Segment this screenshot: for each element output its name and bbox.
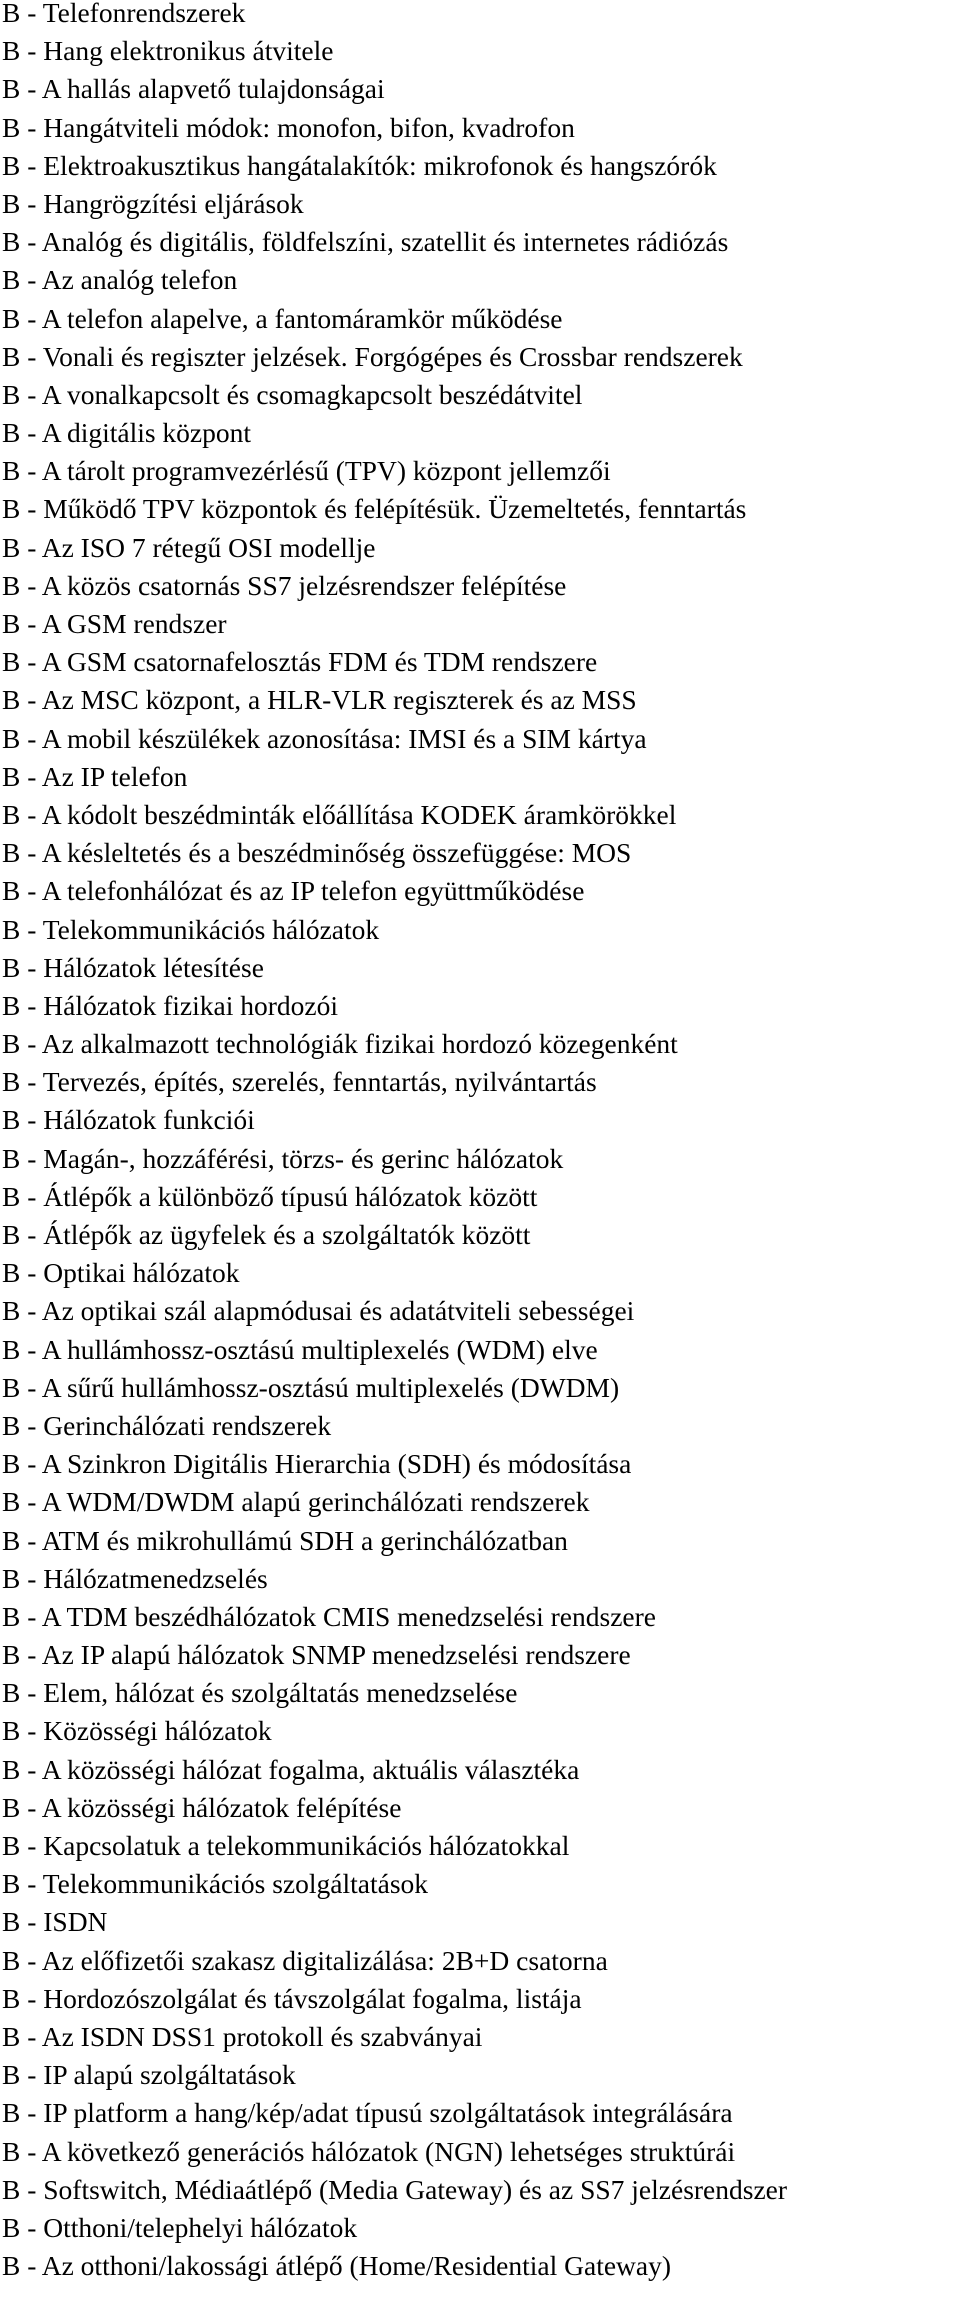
- list-item: B - Hálózatok létesítése: [2, 951, 264, 983]
- list-item: B - Hálózatok fizikai hordozói: [2, 989, 339, 1021]
- list-item: B - Hang elektronikus átvitele: [2, 35, 334, 67]
- list-item: B - A hallás alapvető tulajdonságai: [2, 73, 385, 105]
- list-item: B - A GSM csatornafelosztás FDM és TDM rendszere: [2, 646, 598, 678]
- list-item: B - Az otthoni/lakossági átlépő (Home/Residential Gateway): [2, 2250, 672, 2282]
- list-item: B - Tervezés, építés, szerelés, fenntartás, nyilvántartás: [2, 1066, 597, 1098]
- list-item: B - IP platform a hang/kép/adat típusú szolgáltatások integrálására: [2, 2097, 733, 2129]
- list-item: B - A vonalkapcsolt és csomagkapcsolt beszédátvitel: [2, 378, 583, 410]
- list-item: B - A hullámhossz-osztású multiplexelés (WDM) elve: [2, 1333, 598, 1365]
- list-item: B - A WDM/DWDM alapú gerinchálózati rendszerek: [2, 1486, 590, 1518]
- list-item: B - Telekommunikációs szolgáltatások: [2, 1868, 429, 1900]
- list-item: B - A kódolt beszédminták előállítása KODEK áramkörökkel: [2, 798, 677, 830]
- list-item: B - Gerinchálózati rendszerek: [2, 1409, 332, 1441]
- list-item: B - ISDN: [2, 1906, 108, 1938]
- list-item: B - A késleltetés és a beszédminőség összefüggése: MOS: [2, 837, 632, 869]
- list-item: B - Hálózatmenedzselés: [2, 1562, 268, 1594]
- list-item: B - Az IP alapú hálózatok SNMP menedzselési rendszere: [2, 1639, 631, 1671]
- list-item: B - A Szinkron Digitális Hierarchia (SDH) és módosítása: [2, 1448, 632, 1480]
- list-item: B - Működő TPV központok és felépítésük. Üzemeltetés, fenntartás: [2, 493, 747, 525]
- list-item: B - Telekommunikációs hálózatok: [2, 913, 380, 945]
- list-item: B - Kapcsolatuk a telekommunikációs hálózatokkal: [2, 1830, 570, 1861]
- list-item: B - Az IP telefon: [2, 760, 188, 792]
- list-item: B - A következő generációs hálózatok (NGN) lehetséges struktúrái: [2, 2135, 736, 2167]
- list-item: B - A digitális központ: [2, 417, 252, 449]
- list-item: B - Magán-, hozzáférési, törzs- és gerinc hálózatok: [2, 1142, 564, 1174]
- list-item: B - Az alkalmazott technológiák fizikai hordozó közegenként: [2, 1028, 678, 1060]
- list-item: B - Átlépők az ügyfelek és a szolgáltatók között: [2, 1219, 531, 1250]
- list-item: B - A sűrű hullámhossz-osztású multiplexelés (DWDM): [2, 1371, 620, 1403]
- list-item: B - Hangrögzítési eljárások: [2, 187, 304, 219]
- list-item: B - Vonali és regiszter jelzések. Forgógépes és Crossbar rendszerek: [2, 340, 743, 372]
- list-item: B - IP alapú szolgáltatások: [2, 2059, 296, 2091]
- list-item: B - A mobil készülékek azonosítása: IMSI és a SIM kártya: [2, 722, 647, 754]
- list-item: B - Az ISO 7 rétegű OSI modellje: [2, 531, 376, 563]
- list-item: B - Hordozószolgálat és távszolgálat fogalma, listája: [2, 1982, 582, 2014]
- list-item: B - Elem, hálózat és szolgáltatás menedzselése: [2, 1677, 518, 1709]
- list-item: B - Hangátviteli módok: monofon, bifon, kvadrofon: [2, 111, 575, 143]
- list-item: B - A közös csatornás SS7 jelzésrendszer felépítése: [2, 569, 567, 601]
- list-item: B - Közösségi hálózatok: [2, 1715, 272, 1747]
- list-item: B - Otthoni/telephelyi hálózatok: [2, 2211, 358, 2243]
- list-item: B - A GSM rendszer: [2, 608, 227, 639]
- list-item: B - Hálózatok funkciói: [2, 1104, 255, 1136]
- list-item: B - Elektroakusztikus hangátalakítók: mikrofonok és hangszórók: [2, 149, 717, 181]
- list-item: B - Telefonrendszerek: [2, 0, 246, 28]
- list-item: B - A közösségi hálózat fogalma, aktuális választéka: [2, 1753, 580, 1785]
- list-item: B - Az analóg telefon: [2, 264, 238, 296]
- list-item: B - A közösségi hálózatok felépítése: [2, 1791, 402, 1823]
- list-item: B - A telefonhálózat és az IP telefon együttműködése: [2, 875, 585, 907]
- list-item: B - Az MSC központ, a HLR-VLR regiszterek és az MSS: [2, 684, 637, 716]
- list-item: B - ATM és mikrohullámú SDH a gerinchálózatban: [2, 1524, 568, 1556]
- list-item: B - Az előfizetői szakasz digitalizálása: 2B+D csatorna: [2, 1944, 608, 1976]
- list-item: B - A TDM beszédhálózatok CMIS menedzselési rendszere: [2, 1600, 656, 1632]
- list-item: B - Átlépők a különböző típusú hálózatok között: [2, 1180, 538, 1212]
- list-item: B - Optikai hálózatok: [2, 1257, 240, 1289]
- list-item: B - A tárolt programvezérlésű (TPV) központ jellemzői: [2, 455, 611, 487]
- list-item: B - Analóg és digitális, földfelszíni, szatellit és internetes rádiózás: [2, 226, 729, 258]
- list-item: B - Softswitch, Médiaátlépő (Media Gateway) és az SS7 jelzésrendszer: [2, 2173, 788, 2205]
- list-item: B - Az optikai szál alapmódusai és adatátviteli sebességei: [2, 1295, 635, 1327]
- list-item: B - A telefon alapelve, a fantomáramkör működése: [2, 302, 563, 334]
- list-item: B - Az ISDN DSS1 protokoll és szabványai: [2, 2020, 483, 2052]
